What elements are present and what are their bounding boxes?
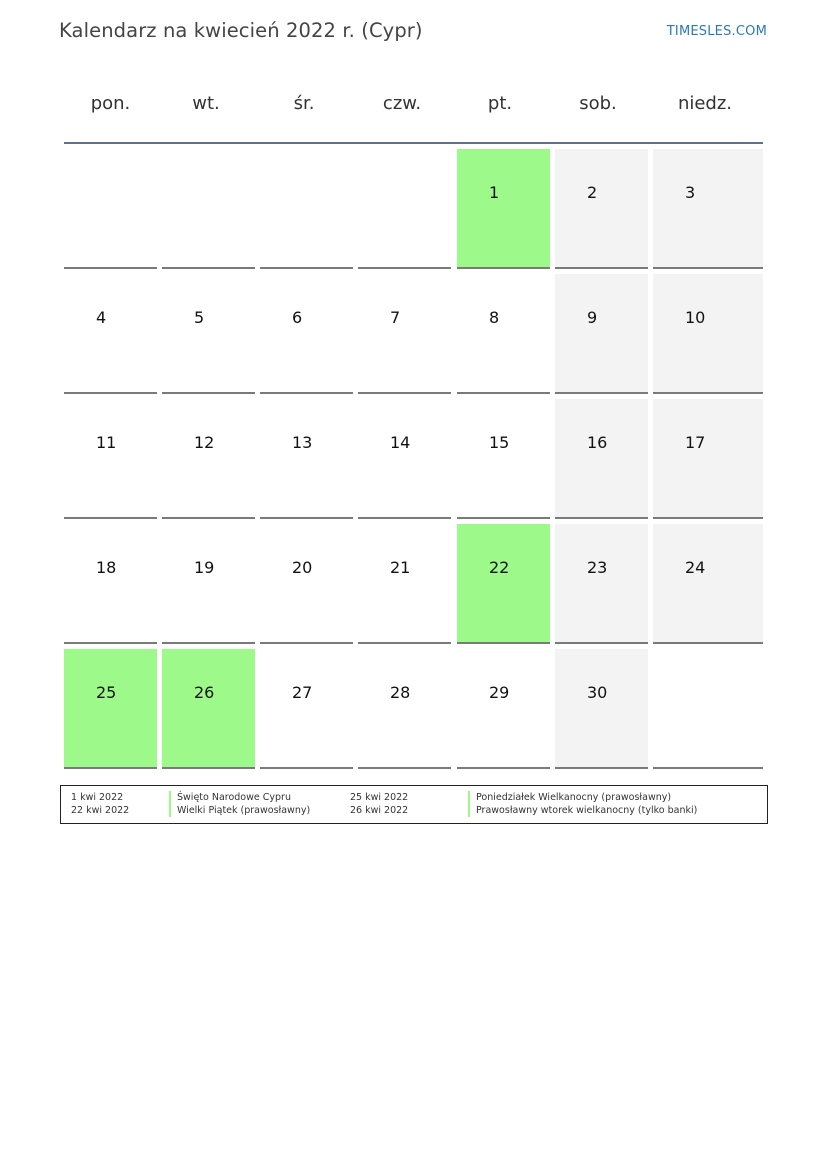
day-number: 30 xyxy=(587,683,608,702)
day-number: 28 xyxy=(390,683,411,702)
day-cell xyxy=(260,524,353,644)
day-cell xyxy=(260,399,353,519)
day-number: 6 xyxy=(292,308,303,327)
legend-color-marker xyxy=(468,791,470,804)
day-cell xyxy=(260,274,353,394)
day-cell xyxy=(64,399,157,519)
day-number: 10 xyxy=(685,308,706,327)
day-cell xyxy=(162,649,255,769)
weekday-tue: wt. xyxy=(192,93,220,114)
day-number: 18 xyxy=(96,558,117,577)
day-number: 8 xyxy=(489,308,500,327)
day-cell xyxy=(162,274,255,394)
day-cell xyxy=(653,149,763,269)
legend-date: 26 kwi 2022 xyxy=(350,805,409,816)
day-number: 2 xyxy=(587,183,598,202)
day-cell xyxy=(653,524,763,644)
legend-holiday-name: Prawosławny wtorek wielkanocny (tylko banki) xyxy=(476,805,698,816)
day-cell xyxy=(555,399,648,519)
day-cell xyxy=(457,399,550,519)
legend-color-marker xyxy=(468,804,470,817)
legend-holiday-name: Wielki Piątek (prawosławny) xyxy=(177,805,311,816)
legend-color-marker xyxy=(169,791,171,804)
day-number: 7 xyxy=(390,308,401,327)
weekday-sun: niedz. xyxy=(677,93,733,114)
legend-date: 25 kwi 2022 xyxy=(350,792,409,803)
holiday-legend xyxy=(60,785,768,824)
day-number: 14 xyxy=(390,433,411,452)
day-cell xyxy=(162,524,255,644)
day-cell xyxy=(358,399,451,519)
day-number: 20 xyxy=(292,558,313,577)
day-number: 26 xyxy=(194,683,215,702)
weekday-header xyxy=(64,86,763,122)
legend-color-marker xyxy=(169,804,171,817)
day-cell xyxy=(555,524,648,644)
day-cell xyxy=(358,274,451,394)
empty-cell xyxy=(162,149,255,269)
day-cell xyxy=(555,649,648,769)
day-cell xyxy=(260,649,353,769)
day-cell xyxy=(64,649,157,769)
day-number: 13 xyxy=(292,433,313,452)
day-number: 27 xyxy=(292,683,313,702)
day-number: 21 xyxy=(390,558,411,577)
day-cell xyxy=(555,274,648,394)
legend-date: 22 kwi 2022 xyxy=(71,805,130,816)
weekday-thu: czw. xyxy=(382,93,422,114)
day-cell xyxy=(457,149,550,269)
brand-link[interactable]: TIMESLES.COM xyxy=(666,24,767,39)
empty-cell xyxy=(653,649,763,769)
day-number: 25 xyxy=(96,683,117,702)
day-cell xyxy=(653,399,763,519)
weekday-sat: sob. xyxy=(579,93,617,114)
day-cell xyxy=(457,524,550,644)
day-cell xyxy=(457,649,550,769)
day-number: 5 xyxy=(194,308,205,327)
day-number: 22 xyxy=(489,558,510,577)
day-number: 29 xyxy=(489,683,510,702)
empty-cell xyxy=(64,149,157,269)
legend-date: 1 kwi 2022 xyxy=(71,792,124,803)
day-number: 17 xyxy=(685,433,706,452)
day-cell xyxy=(457,274,550,394)
day-cell xyxy=(358,524,451,644)
legend-holiday-name: Poniedziałek Wielkanocny (prawosławny) xyxy=(476,792,672,803)
day-number: 1 xyxy=(489,183,500,202)
day-cell xyxy=(358,649,451,769)
day-cell xyxy=(555,149,648,269)
header-divider xyxy=(64,142,763,144)
weekday-mon: pon. xyxy=(90,93,131,114)
day-number: 4 xyxy=(96,308,107,327)
day-cell xyxy=(64,274,157,394)
day-number: 16 xyxy=(587,433,608,452)
weekday-fri: pt. xyxy=(487,93,513,114)
day-cell xyxy=(64,524,157,644)
empty-cell xyxy=(358,149,451,269)
day-number: 9 xyxy=(587,308,598,327)
day-number: 11 xyxy=(96,433,117,452)
page-title: Kalendarz na kwiecień 2022 r. (Cypr) xyxy=(59,19,423,42)
day-cell xyxy=(653,274,763,394)
day-number: 19 xyxy=(194,558,215,577)
weekday-wed: śr. xyxy=(293,93,315,114)
empty-cell xyxy=(260,149,353,269)
legend-holiday-name: Święto Narodowe Cypru xyxy=(177,792,291,803)
day-number: 12 xyxy=(194,433,215,452)
day-number: 23 xyxy=(587,558,608,577)
day-number: 3 xyxy=(685,183,696,202)
day-number: 24 xyxy=(685,558,706,577)
day-number: 15 xyxy=(489,433,510,452)
day-cell xyxy=(162,399,255,519)
